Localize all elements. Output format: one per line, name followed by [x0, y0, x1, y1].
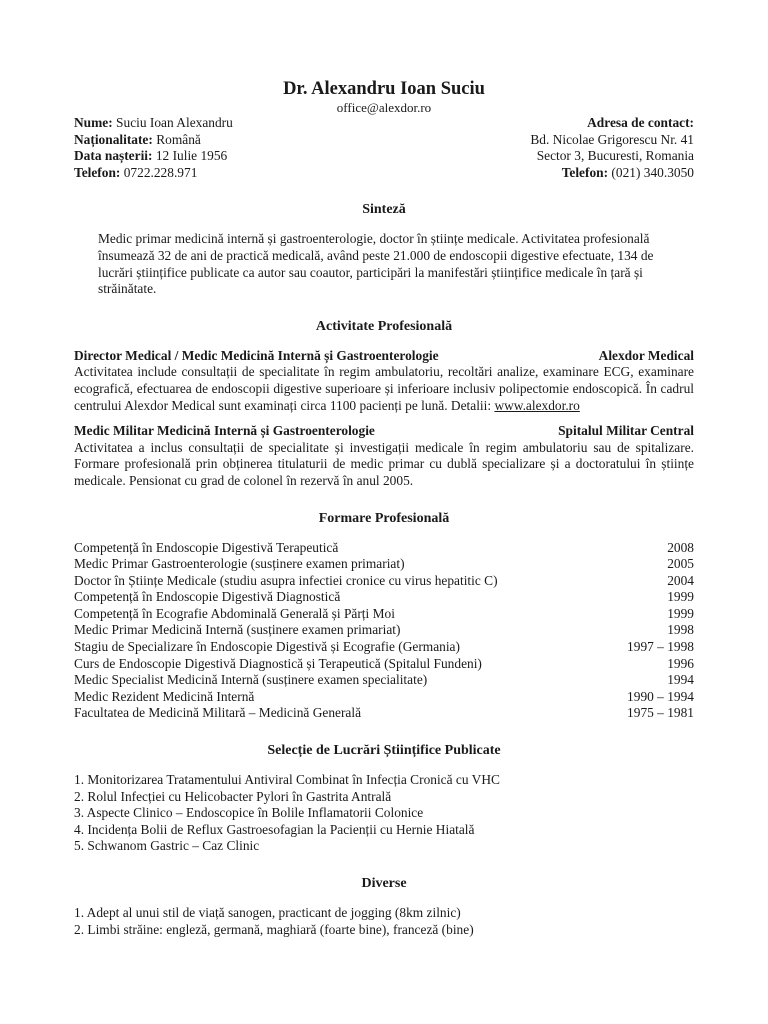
job-role: Medic Militar Medicină Internă și Gastroenterologie [74, 423, 375, 439]
name-row [74, 115, 233, 132]
misc-item: 2. Limbi străine: engleză, germană, maghiară (foarte bine), franceză (bine) [74, 921, 474, 937]
phone-label: Telefon: [74, 164, 121, 180]
education-item [74, 622, 694, 639]
education-year: 1999 [667, 589, 694, 605]
summary-text: Medic primar medicină internă și gastroenterologie, doctor în științe medicale. Activitatea profesională însumează 32 de ani de practică medicală, având peste 21.000 de endoscopii digestive efectuate, 134 de lucrări științifice publicate ca autor sau coautor, participări la manifestări științifice medicale în țară și străinătate. [98, 231, 654, 297]
job-employer: Alexdor Medical [598, 347, 694, 363]
publication-item: 3. Aspecte Clinico – Endoscopice în Bolile Inflamatorii Colonice [74, 805, 424, 821]
birth-row [74, 148, 233, 165]
education-item [74, 639, 694, 656]
website-link[interactable]: www.alexdor.ro [494, 397, 580, 413]
education-year: 2005 [667, 556, 694, 572]
office-phone-value: (021) 340.3050 [611, 164, 694, 180]
education-list [74, 540, 694, 723]
education-label: Facultatea de Medicină Militară – Medicină Generală [74, 705, 362, 721]
misc-title: Diverse [361, 876, 407, 891]
education-year: 1990 – 1994 [627, 688, 694, 704]
summary-title: Sinteză [362, 202, 406, 218]
education-item [74, 556, 694, 573]
job-employer: Spitalul Militar Central [558, 423, 694, 439]
education-item [74, 540, 694, 557]
education-item [74, 656, 694, 673]
publication-item: 4. Incidența Bolii de Reflux Gastroesofagian la Pacienții cu Hernie Hiatală [74, 821, 475, 837]
education-item [74, 705, 694, 722]
education-label: Medic Specialist Medicină Internă (susținere examen specialitate) [74, 672, 428, 688]
name-label: Nume: [74, 115, 113, 130]
address-label: Adresa de contact: [587, 115, 694, 130]
education-label: Curs de Endoscopie Digestivă Diagnostică și Terapeutică (Spitalul Fundeni) [74, 655, 482, 671]
email-address: office@alexdor.ro [336, 100, 432, 115]
education-label: Stagiu de Specializare în Endoscopie Digestivă și Ecografie (Germania) [74, 639, 460, 655]
phone-row [74, 165, 233, 182]
job-description: Activitatea a inclus consultații de specialitate și investigații medicale în regim ambulatoriu sau de spitalizare. Formare profesională prin obținerea titulaturii de medic primar cu dublă specializare și a doctoratului în științe medicale. Pensionat cu grad de colonel în rezervă în anul 2005. [74, 439, 694, 488]
address-line-2: Sector 3, Bucuresti, Romania [536, 148, 694, 164]
name-value: Suciu Ioan Alexandru [116, 115, 233, 130]
birth-value: 12 Iulie 1956 [155, 148, 228, 164]
education-year: 1975 – 1981 [627, 705, 694, 721]
education-item [74, 589, 694, 606]
address-line-1: Bd. Nicolae Grigorescu Nr. 41 [530, 131, 694, 147]
education-item [74, 573, 694, 590]
page-title: Dr. Alexandru Ioan Suciu [283, 79, 485, 99]
education-year: 1997 – 1998 [627, 639, 694, 655]
contact-block [74, 115, 694, 181]
job-entry [74, 423, 694, 489]
publications-list [74, 772, 694, 855]
job-header [74, 348, 694, 365]
job-entry [74, 348, 694, 414]
office-phone-row [530, 165, 694, 182]
education-year: 2008 [667, 539, 694, 555]
education-item [74, 689, 694, 706]
education-year: 1998 [667, 622, 694, 638]
misc-list [74, 905, 694, 938]
nationality-label: Naționalitate: [74, 131, 153, 147]
education-item [74, 606, 694, 623]
education-label: Competență în Ecografie Abdominală Generală și Părți Moi [74, 605, 395, 621]
education-year: 1994 [667, 672, 694, 688]
education-label: Medic Rezident Medicină Internă [74, 688, 255, 704]
job-description-text: Activitatea include consultații de specialitate în regim ambulatoriu, recoltări analize, examinare ECG, examinare ecografică, efectuarea de endoscopii digestive superioare și inferioare inclusiv polipectomie endoscopică. În cadrul centrului Alexdor Medical sunt examinați circa 1100 pacienți pe lună. Detalii: [74, 364, 694, 413]
job-description [74, 364, 694, 414]
misc-item: 1. Adept al unui stil de viață sanogen, practicant de jogging (8km zilnic) [74, 905, 461, 920]
education-item [74, 672, 694, 689]
experience-title: Activitate Profesională [315, 318, 453, 334]
personal-info [74, 115, 233, 181]
birth-label: Data nașterii: [74, 148, 153, 164]
address-label-row [530, 115, 694, 132]
education-year: 1996 [667, 655, 694, 671]
education-label: Medic Primar Gastroenterologie (susținere examen primariat) [74, 556, 405, 572]
education-year: 1999 [667, 605, 694, 621]
address-info [530, 115, 694, 181]
publication-item: 5. Schwanom Gastric – Caz Clinic [74, 838, 260, 854]
job-header [74, 423, 694, 440]
publications-title: Selecție de Lucrări Științifice Publicate [267, 743, 501, 759]
education-label: Competență în Endoscopie Digestivă Diagnostică [74, 589, 341, 605]
education-label: Doctor în Științe Medicale (studiu asupra infectiei cronice cu virus hepatitic C) [74, 572, 498, 588]
education-label: Medic Primar Medicină Internă (susținere examen primariat) [74, 622, 401, 638]
office-phone-label: Telefon: [561, 164, 609, 180]
publication-item: 2. Rolul Infecției cu Helicobacter Pylori în Gastrita Antrală [74, 788, 392, 804]
phone-value: 0722.228.971 [123, 164, 198, 180]
nationality-value: Română [156, 131, 201, 147]
education-label: Competență în Endoscopie Digestivă Terapeutică [74, 539, 339, 555]
education-title: Formare Profesională [318, 510, 450, 526]
education-year: 2004 [667, 572, 694, 588]
publication-item: 1. Monitorizarea Tratamentului Antiviral Combinat în Infecția Cronică cu VHC [74, 772, 500, 788]
nationality-row [74, 132, 233, 149]
job-role: Director Medical / Medic Medicină Internă și Gastroenterologie [74, 347, 439, 363]
